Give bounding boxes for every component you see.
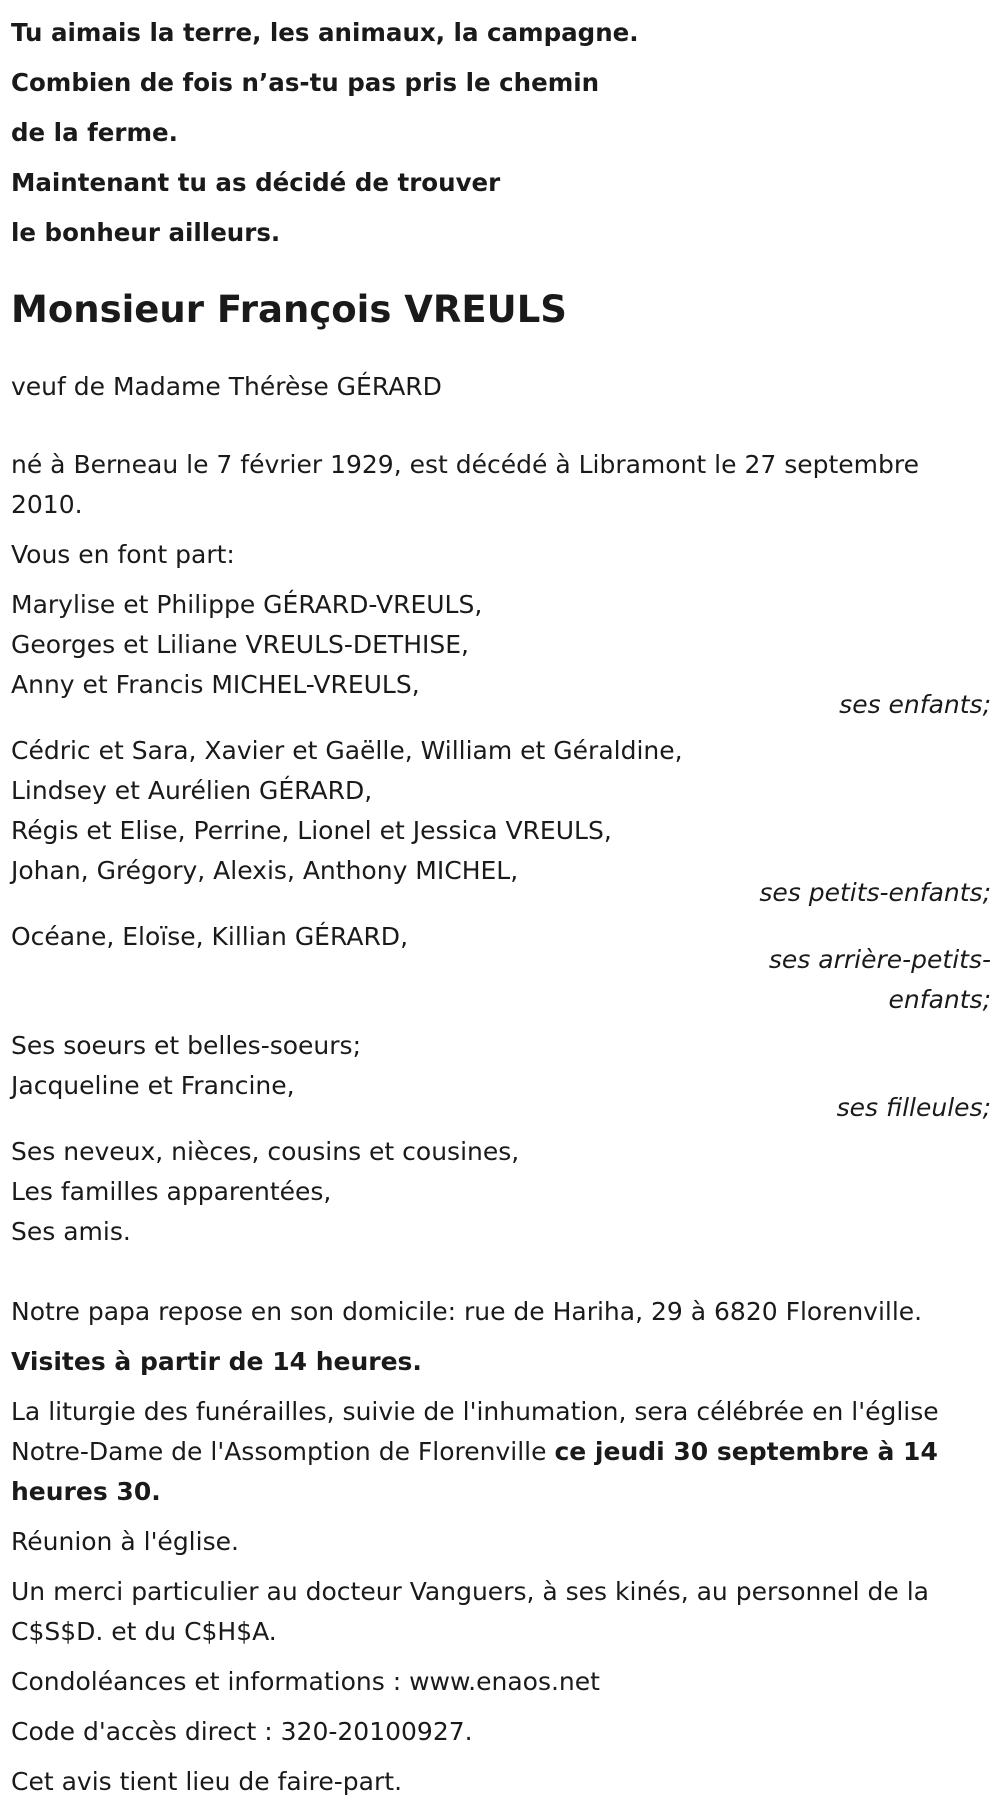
access-code-line: Code d'accès direct : 320-20100927. [11, 1717, 473, 1746]
family-line: Océane, Eloïse, Killian GÉRARD, [11, 922, 409, 951]
condolences-line: Condoléances et informations : www.enaos.net [11, 1667, 600, 1696]
family-line: Anny et Francis MICHEL-VREULS, [11, 670, 420, 699]
visits-line: Visites à partir de 14 heures. [11, 1347, 422, 1376]
family-line: Marylise et Philippe GÉRARD-VREULS, [11, 590, 483, 619]
family-line: Ses soeurs et belles-soeurs; [11, 1031, 361, 1060]
deceased-name: Monsieur François VREULS [11, 288, 567, 331]
others-group [11, 1132, 1000, 1252]
obituary-page [0, 8, 1000, 1802]
grandchildren-group [11, 731, 1000, 913]
rest-location: Notre papa repose en son domicile: rue de Hariha, 29 à 6820 Florenville. [11, 1297, 923, 1326]
poem-line: Tu aimais la terre, les animaux, la campagne. [11, 18, 639, 47]
liturgy-text: La liturgie des funérailles, suivie de l'inhumation, sera célébrée en l'église Notre-Dame de l'Assomption de Florenville [11, 1397, 939, 1466]
liturgy-paragraph [11, 1392, 991, 1512]
children-group [11, 585, 1000, 725]
great-grandchildren-group [11, 917, 1000, 1020]
poem [11, 8, 1000, 258]
announce-line: Vous en font part: [11, 540, 235, 569]
birth-death-line: né à Berneau le 7 février 1929, est décédé à Libramont le 27 septembre 2010. [11, 450, 919, 519]
family-line: Cédric et Sara, Xavier et Gaëlle, William et Géraldine, [11, 736, 683, 765]
thanks-paragraph: Un merci particulier au docteur Vanguers, à ses kinés, au personnel de la C$S$D. et du C$H$A. [11, 1577, 929, 1646]
role-label: ses filleules; [836, 1093, 991, 1122]
family-line: Régis et Elise, Perrine, Lionel et Jessica VREULS, [11, 816, 612, 845]
liturgy-date: ce jeudi 30 septembre à 14 heures 30. [11, 1437, 938, 1506]
family-line: Georges et Liliane VREULS-DETHISE, [11, 630, 469, 659]
widower-line: veuf de Madame Thérèse GÉRARD [11, 372, 442, 401]
role-label: enfants; [888, 985, 991, 1014]
role-label: ses enfants; [839, 690, 991, 719]
role-label: ses arrière-petits- [768, 945, 991, 974]
family-line: Jacqueline et Francine, [11, 1071, 295, 1100]
notice-line: Cet avis tient lieu de faire-part. [11, 1767, 403, 1796]
poem-line: le bonheur ailleurs. [11, 218, 281, 247]
meeting-line: Réunion à l'église. [11, 1527, 239, 1556]
family-line: Johan, Grégory, Alexis, Anthony MICHEL, [11, 856, 519, 885]
poem-line: Maintenant tu as décidé de trouver [11, 168, 501, 197]
family-line: Les familles apparentées, [11, 1177, 332, 1206]
poem-line: Combien de fois n’as-tu pas pris le chemin [11, 68, 600, 97]
role-label: ses petits-enfants; [759, 878, 991, 907]
family-line: Lindsey et Aurélien GÉRARD, [11, 776, 373, 805]
goddaughters-group [11, 1026, 1000, 1128]
poem-line: de la ferme. [11, 118, 178, 147]
family-line: Ses neveux, nièces, cousins et cousines, [11, 1137, 520, 1166]
family-line: Ses amis. [11, 1217, 131, 1246]
